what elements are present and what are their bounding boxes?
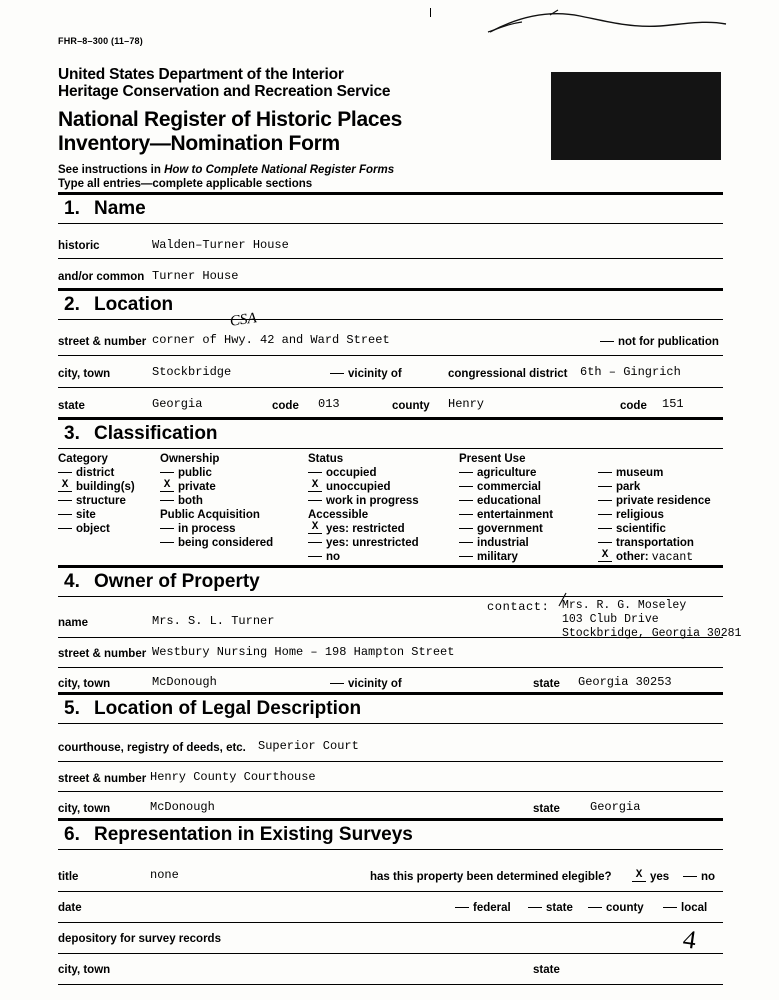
historic-name-label: historic (58, 240, 100, 252)
survey-state-mark (528, 907, 542, 908)
accessible-heading: Accessible (308, 509, 369, 521)
present-use-entertainment-label: entertainment (477, 509, 554, 521)
survey-date-label: date (58, 902, 82, 914)
category-buildings-mark: X (58, 480, 72, 492)
owner-contact-line-1: Mrs. R. G. Moseley (562, 599, 687, 612)
photo-stamp-block (551, 72, 721, 160)
divider-survey-title (58, 891, 723, 892)
instruction-emphasis: How to Complete National Register Forms (164, 164, 395, 176)
courthouse-label: courthouse, registry of deeds, etc. (58, 742, 246, 754)
accessible-option-no[interactable] (308, 551, 340, 563)
present-use-option-museum[interactable] (598, 467, 663, 479)
present-use-educational-mark (459, 500, 473, 501)
owner-vicinity-label: vicinity of (348, 678, 402, 690)
section-4-header (58, 565, 723, 597)
survey-local-mark (663, 907, 677, 908)
state-value: Georgia (152, 397, 203, 411)
status-unoccupied-mark: X (308, 480, 322, 492)
survey-level-state[interactable] (528, 902, 573, 914)
section-1-number: 1. (64, 198, 80, 219)
agency-line-1: United States Department of the Interior (58, 66, 344, 83)
status-unoccupied-label: unoccupied (326, 481, 391, 493)
survey-title-value: none (150, 868, 179, 882)
present-use-option-park[interactable] (598, 481, 640, 493)
ownership-option-public[interactable] (160, 467, 212, 479)
handwritten-scribble-icon (430, 6, 730, 42)
street-number-value: corner of Hwy. 42 and Ward Street (152, 333, 390, 347)
present-use-industrial-mark (459, 542, 473, 543)
present-use-other-label: other: (616, 551, 649, 563)
category-buildings-label: building(s) (76, 481, 135, 493)
present-use-option-commercial[interactable] (459, 481, 541, 493)
agency-heading (58, 66, 390, 100)
present-use-park-label: park (616, 481, 641, 493)
category-structure-label: structure (76, 495, 126, 507)
section-5-title: Location of Legal Description (94, 698, 362, 719)
owner-street-value: Westbury Nursing Home – 198 Hampton Street (152, 645, 455, 659)
status-work-in-progress-mark (308, 500, 322, 501)
category-option-district[interactable] (58, 467, 114, 479)
present-use-option-scientific[interactable] (598, 523, 666, 535)
category-site-mark (58, 514, 72, 515)
category-option-object[interactable] (58, 523, 110, 535)
form-number: FHR–8–300 (11–78) (58, 36, 143, 46)
present-use-commercial-mark (459, 486, 473, 487)
present-use-option-military[interactable] (459, 551, 518, 563)
survey-state-label-2: state (533, 964, 560, 976)
category-site-label: site (76, 509, 96, 521)
divider-survey-date (58, 922, 723, 923)
section-3-header (58, 417, 723, 449)
congressional-district-label: congressional district (448, 368, 568, 380)
section-6-header (58, 818, 723, 850)
owner-name-value: Mrs. S. L. Turner (152, 614, 275, 628)
present-use-option-religious[interactable] (598, 509, 664, 521)
present-use-government-label: government (477, 523, 543, 535)
not-for-publication-checkbox[interactable] (600, 336, 719, 348)
street-number-label: street & number (58, 336, 147, 348)
divider-courthouse (58, 761, 723, 762)
present-use-industrial-label: industrial (477, 537, 529, 549)
present-use-option-entertainment[interactable] (459, 509, 553, 521)
category-structure-mark (58, 500, 72, 501)
status-heading: Status (308, 453, 344, 465)
ownership-public-label: public (178, 467, 212, 479)
form-title-line-1: National Register of Historic Places (58, 108, 402, 131)
present-use-transportation-label: transportation (616, 537, 694, 549)
present-use-private-residence-label: private residence (616, 495, 711, 507)
page-tick-mark (430, 8, 431, 17)
survey-county-mark (588, 907, 602, 908)
ownership-heading: Ownership (160, 453, 220, 465)
present-use-commercial-label: commercial (477, 481, 541, 493)
section-1-header (58, 192, 723, 224)
ownership-option-private[interactable] (160, 481, 216, 495)
ownership-both-label: both (178, 495, 203, 507)
status-option-occupied[interactable] (308, 467, 376, 479)
vicinity-mark (330, 373, 344, 374)
category-district-label: district (76, 467, 115, 479)
state-label: state (58, 400, 85, 412)
owner-contact-line-3: Stockbridge, Georgia 30281 (562, 627, 742, 640)
accessible-no-mark (308, 556, 322, 557)
category-district-mark (58, 472, 72, 473)
eligible-yes-label: yes (650, 871, 670, 883)
owner-street-label: street & number (58, 648, 147, 660)
survey-city-label: city, town (58, 964, 111, 976)
survey-level-federal[interactable] (455, 902, 511, 914)
form-instructions (58, 163, 394, 191)
present-use-religious-label: religious (616, 509, 664, 521)
present-use-government-mark (459, 528, 473, 529)
section-3-number: 3. (64, 423, 80, 444)
legal-city-label: city, town (58, 803, 111, 815)
owner-vicinity-field[interactable] (330, 678, 402, 690)
section-1-title: Name (94, 198, 146, 219)
instruction-prefix: See instructions in (58, 164, 165, 176)
survey-county-label: county (606, 902, 644, 914)
section-5-header (58, 692, 723, 724)
category-option-site[interactable] (58, 509, 96, 521)
present-use-option-agriculture[interactable] (459, 467, 536, 479)
divider-legal-street (58, 791, 723, 792)
legal-state-value: Georgia (590, 800, 641, 814)
courthouse-value: Superior Court (258, 739, 359, 753)
present-use-scientific-label: scientific (616, 523, 666, 535)
present-use-option-government[interactable] (459, 523, 543, 535)
present-use-museum-mark (598, 472, 612, 473)
vicinity-of-label: vicinity of (348, 368, 402, 380)
eligible-yes-mark: X (632, 870, 646, 882)
depository-label: depository for survey records (58, 933, 221, 945)
ownership-private-label: private (178, 481, 216, 493)
owner-contact-line-2: 103 Club Drive (562, 613, 659, 626)
state-code-value: 013 (318, 397, 340, 411)
present-use-option-industrial[interactable] (459, 537, 529, 549)
acquisition-in-process-label: in process (178, 523, 236, 535)
section-2-title: Location (94, 294, 174, 315)
instruction-line-1 (58, 163, 394, 177)
owner-contact-label: contact: (487, 600, 550, 614)
accessible-option-yes-unrestricted[interactable] (308, 537, 419, 549)
present-use-military-mark (459, 556, 473, 557)
present-use-heading: Present Use (459, 453, 526, 465)
common-name-label: and/or common (58, 271, 145, 283)
county-code-value: 151 (662, 397, 684, 411)
accessible-option-yes-restricted[interactable] (308, 523, 405, 537)
historic-name-value: Walden–Turner House (152, 238, 289, 252)
ownership-public-mark (160, 472, 174, 473)
divider-city (58, 387, 723, 388)
eligible-question: has this property been determined elegible? (370, 871, 612, 883)
legal-street-value: Henry County Courthouse (150, 770, 316, 784)
county-value: Henry (448, 397, 485, 411)
city-town-label: city, town (58, 368, 111, 380)
city-town-value: Stockbridge (152, 365, 232, 379)
present-use-agriculture-mark (459, 472, 473, 473)
owner-city-label: city, town (58, 678, 111, 690)
legal-state-label: state (533, 803, 560, 815)
section-5-number: 5. (64, 698, 80, 719)
present-use-option-private-residence[interactable] (598, 495, 711, 507)
accessible-no-label: no (326, 551, 341, 563)
ownership-both-mark (160, 500, 174, 501)
accessible-yes-restricted-mark: X (308, 522, 322, 534)
owner-state-value: Georgia 30253 (578, 675, 672, 689)
survey-level-county[interactable] (588, 902, 644, 914)
state-code-label: code (272, 400, 299, 412)
accessible-yes-restricted-label: yes: restricted (326, 523, 405, 535)
agency-line-2: Heritage Conservation and Recreation Service (58, 83, 391, 100)
category-heading: Category (58, 453, 108, 465)
category-object-label: object (76, 523, 110, 535)
present-use-option-other[interactable] (598, 551, 693, 565)
survey-local-label: local (681, 902, 708, 914)
eligible-no-option[interactable] (683, 871, 715, 883)
survey-federal-label: federal (473, 902, 511, 914)
present-use-option-transportation[interactable] (598, 537, 694, 549)
acquisition-being-considered-label: being considered (178, 537, 274, 549)
section-6-number: 6. (64, 824, 80, 845)
section-2-header (58, 288, 723, 320)
owner-vicinity-mark (330, 683, 344, 684)
present-use-other-mark: X (598, 550, 612, 562)
status-option-unoccupied[interactable] (308, 481, 391, 495)
congressional-district-value: 6th – Gingrich (580, 365, 681, 379)
survey-state-label: state (546, 902, 573, 914)
owner-state-label: state (533, 678, 560, 690)
section-3-title: Classification (94, 423, 218, 444)
category-object-mark (58, 528, 72, 529)
status-work-in-progress-label: work in progress (326, 495, 419, 507)
survey-title-label: title (58, 871, 79, 883)
form-title-line-2: Inventory—Nomination Form (58, 132, 340, 155)
county-label: county (392, 400, 430, 412)
owner-name-label: name (58, 617, 89, 629)
instruction-line-2: Type all entries—complete applicable sections (58, 178, 313, 190)
accessible-yes-unrestricted-label: yes: unrestricted (326, 537, 419, 549)
present-use-religious-mark (598, 514, 612, 515)
legal-city-value: McDonough (150, 800, 215, 814)
public-acquisition-heading: Public Acquisition (160, 509, 260, 521)
divider-depository (58, 953, 723, 954)
present-use-entertainment-mark (459, 514, 473, 515)
divider-historic (58, 258, 723, 259)
vicinity-of-field[interactable] (330, 368, 402, 380)
eligible-yes-option[interactable] (632, 871, 669, 885)
present-use-option-educational[interactable] (459, 495, 541, 507)
not-for-publication-label: not for publication (618, 336, 719, 348)
owner-contact-block (562, 599, 741, 641)
eligible-no-label: no (701, 871, 716, 883)
ownership-option-both[interactable] (160, 495, 203, 507)
section-4-title: Owner of Property (94, 571, 260, 592)
status-option-work-in-progress[interactable] (308, 495, 419, 507)
present-use-military-label: military (477, 551, 518, 563)
acquisition-option-in-process[interactable] (160, 523, 236, 535)
section-6-title: Representation in Existing Surveys (94, 824, 413, 845)
present-use-agriculture-label: agriculture (477, 467, 537, 479)
present-use-museum-label: museum (616, 467, 664, 479)
owner-city-value: McDonough (152, 675, 217, 689)
present-use-park-mark (598, 486, 612, 487)
status-occupied-mark (308, 472, 322, 473)
page-number-annotation: 4 (681, 924, 699, 955)
margin-annotation-csa: CSA (228, 310, 258, 330)
survey-federal-mark (455, 907, 469, 908)
present-use-other-value: vacant (651, 551, 694, 564)
present-use-private-residence-mark (598, 500, 612, 501)
eligible-no-mark (683, 876, 697, 877)
legal-street-label: street & number (58, 773, 147, 785)
accessible-yes-unrestricted-mark (308, 542, 322, 543)
ownership-private-mark: X (160, 480, 174, 492)
acquisition-being-considered-mark (160, 542, 174, 543)
present-use-transportation-mark (598, 542, 612, 543)
divider-owner-name (58, 637, 723, 638)
county-code-label: code (620, 400, 647, 412)
present-use-educational-label: educational (477, 495, 541, 507)
acquisition-option-being-considered[interactable] (160, 537, 273, 549)
category-option-buildings[interactable] (58, 481, 135, 495)
common-name-value: Turner House (152, 269, 239, 283)
not-for-publication-mark (600, 341, 614, 342)
divider-street (58, 355, 723, 356)
acquisition-in-process-mark (160, 528, 174, 529)
category-option-structure[interactable] (58, 495, 126, 507)
section-4-number: 4. (64, 571, 80, 592)
present-use-scientific-mark (598, 528, 612, 529)
section-2-number: 2. (64, 294, 80, 315)
status-occupied-label: occupied (326, 467, 377, 479)
survey-level-local[interactable] (663, 902, 707, 914)
form-title (58, 108, 402, 156)
divider-survey-city (58, 984, 723, 985)
divider-owner-street (58, 667, 723, 668)
